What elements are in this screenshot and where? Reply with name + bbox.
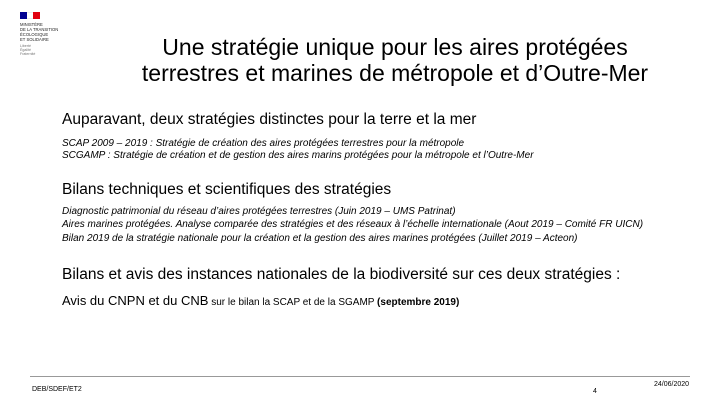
slide-title xyxy=(90,34,700,86)
title-line-2: terrestres et marines de métropole et d’Outre-Mer xyxy=(141,60,649,86)
section1-item-2: SCGAMP : Stratégie de création et de gestion des aires marins protégées pour la métropole et l’Outre-Mer xyxy=(62,150,534,161)
avis-rest: sur le bilan la SCAP et de la SGAMP xyxy=(208,297,378,308)
title-line-1: Une stratégie unique pour les aires protégées xyxy=(162,34,628,60)
footer-divider xyxy=(30,376,690,377)
section-heading-3: Bilans et avis des instances nationales de la biodiversité sur ces deux stratégies : xyxy=(62,266,621,283)
ministry-name: MINISTÈRE DE LA TRANSITION ÉCOLOGIQUE ET SOLIDAIRE xyxy=(20,22,59,42)
section1-item-1: SCAP 2009 – 2019 : Stratégie de création des aires protégées terrestres pour la métropole xyxy=(62,138,465,149)
page-number: 4 xyxy=(593,388,597,395)
section-heading-2: Bilans techniques et scientifiques des stratégies xyxy=(62,181,392,198)
section2-item-2: Aires marines protégées. Analyse comparée des stratégies et des réseaux à l’échelle internationale (Aout 2019 – Comité FR UICN) xyxy=(62,219,644,230)
section2-item-3: Bilan 2019 de la stratégie nationale pour la création et la gestion des aires marines protégées (Juillet 2019 – Acteon) xyxy=(62,233,578,244)
avis-line xyxy=(62,292,459,310)
avis-main: Avis du CNPN et du CNB xyxy=(62,293,209,308)
section-heading-1: Auparavant, deux stratégies distinctes pour la terre et la mer xyxy=(62,111,477,128)
section2-item-1: Diagnostic patrimonial du réseau d’aires protégées terrestres (Juin 2019 – UMS Patrinat) xyxy=(62,206,456,217)
footer-date: 24/06/2020 xyxy=(654,381,690,388)
flag-icon xyxy=(20,12,40,19)
avis-date: (septembre 2019) xyxy=(377,297,460,308)
ministry-logo xyxy=(18,12,78,62)
footer-department: DEB/SDEF/ET2 xyxy=(32,386,82,393)
ministry-motto: Liberté Égalité Fraternité xyxy=(20,44,36,57)
